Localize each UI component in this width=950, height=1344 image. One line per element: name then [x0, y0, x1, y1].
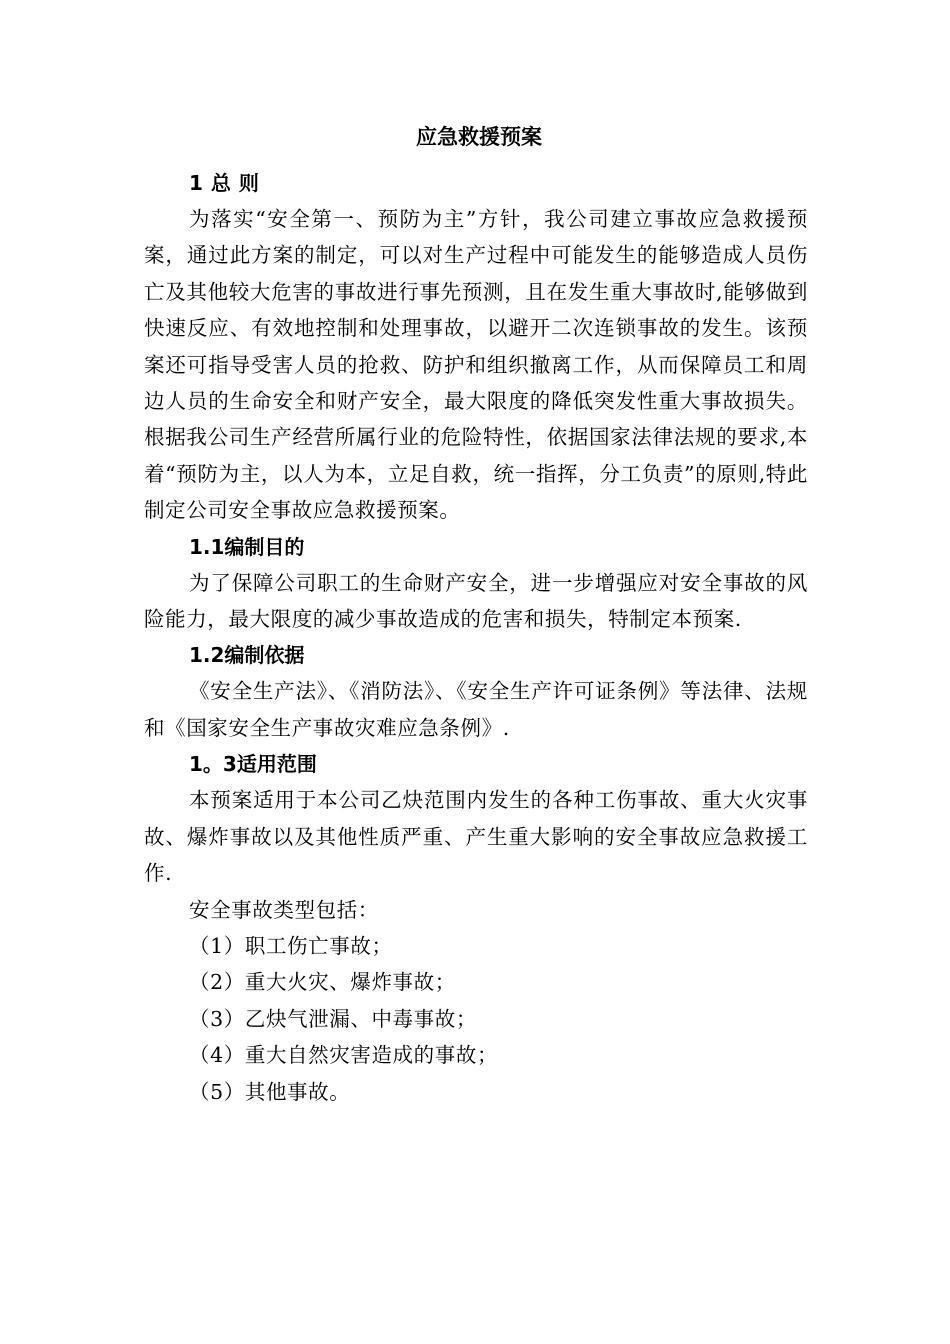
- section-heading-purpose: 1.1编制目的: [189, 534, 305, 559]
- document-title: 应急救援预案: [416, 125, 542, 149]
- list-item: （5）其他事故。: [189, 1079, 351, 1104]
- section-body-scope: 本预案适用于本公司乙炔范围内发生的各种工伤事故、重大火灾事故、爆炸事故以及其他性质严重、产生重大影响的安全事故应急救援工作.: [144, 788, 808, 886]
- section-body-basis: 《安全生产法》、《消防法》、《安全生产许可证条例》等法律、法规和《国家安全生产事故灾难应急条例》.: [144, 679, 808, 740]
- list-item: （1）职工伤亡事故；: [189, 933, 393, 958]
- accident-types-intro: 安全事故类型包括：: [189, 897, 379, 922]
- list-item: （3）乙炔气泄漏、中毒事故；: [189, 1006, 477, 1031]
- section-heading-general: 1 总 则: [189, 171, 260, 195]
- accident-types-list: [144, 928, 808, 1110]
- section-heading-basis: 1.2编制依据: [189, 643, 305, 668]
- list-item: （2）重大火灾、爆炸事故；: [189, 970, 456, 995]
- document-page: [144, 116, 808, 1110]
- section-body-purpose: 为了保障公司职工的生命财产安全，进一步增强应对安全事故的风险能力，最大限度的减少事故造成的危害和损失，特制定本预案.: [144, 570, 808, 632]
- list-item: （4）重大自然灾害造成的事故；: [189, 1043, 499, 1068]
- section-body-general: 为落实“安全第一、预防为主”方针，我公司建立事故应急救援预案，通过此方案的制定，可以对生产过程中可能发生的能够造成人员伤亡及其他较大危害的事故进行事先预测，且在发生重大事故时,能够做到快速反应、有效地控制和处理事故，以避开二次连锁事故的发生。该预案还可指导受害人员的抢救、防护和组织撤离工作，从而保障员工和周边人员的生命安全和财产安全，最大限度的降低突发性重大事故损失。根据我公司生产经营所属行业的危险特性，依据国家法律法规的要求,本着“预防为主，以人为本，立足自救，统一指挥，分工负责”的原则,特此制定公司安全事故应急救援预案。: [144, 207, 808, 523]
- section-heading-scope: 1。3适用范围: [189, 752, 317, 777]
